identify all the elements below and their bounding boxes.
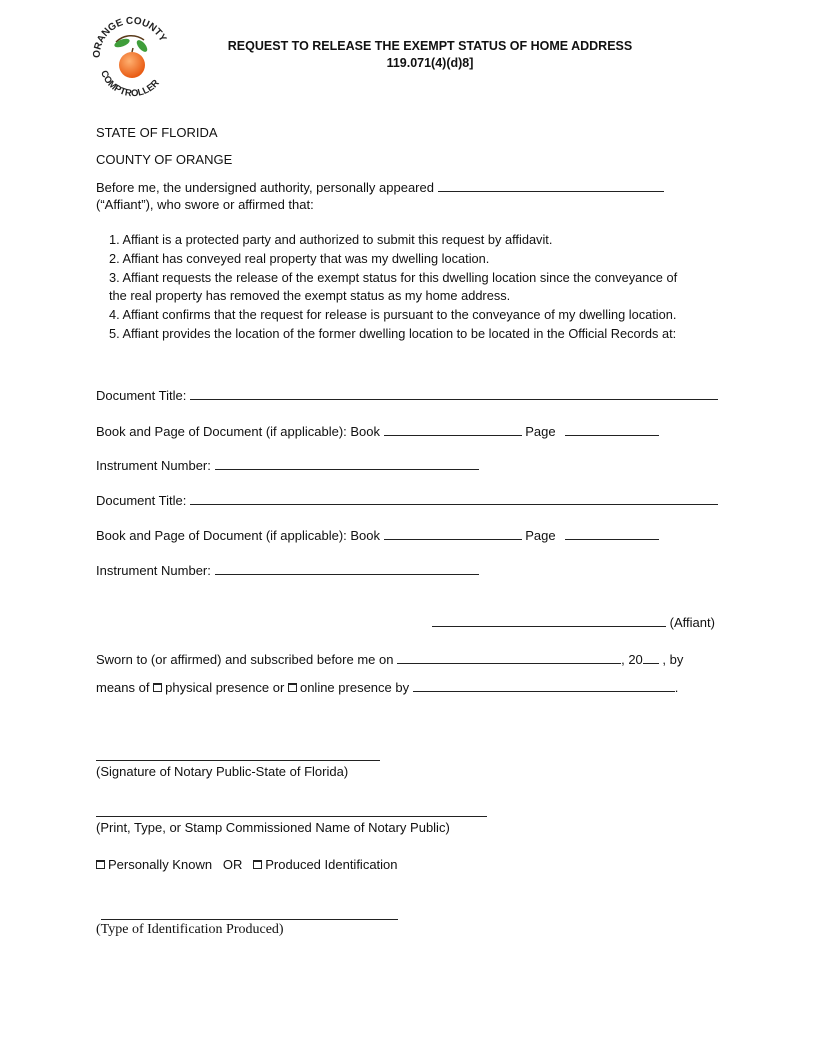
means-of-label: means of <box>96 680 150 695</box>
sworn-text: Sworn to (or affirmed) and subscribed before me on <box>96 652 394 667</box>
physical-presence-label: physical presence or <box>165 680 285 695</box>
sworn-date-field[interactable] <box>397 651 621 664</box>
page-label: Page <box>525 528 556 543</box>
produced-id-label: Produced Identification <box>265 857 398 872</box>
logo-text-bottom: COMPTROLLER <box>98 69 162 100</box>
instrument-field-1[interactable] <box>215 457 479 470</box>
personally-known-checkbox[interactable] <box>96 860 105 869</box>
online-presence-checkbox[interactable] <box>288 683 297 692</box>
list-item: 1. Affiant is a protected party and authorized to submit this request by affidavit. <box>109 232 553 247</box>
document-title-row-1 <box>96 387 718 403</box>
presence-by-field[interactable] <box>413 679 675 692</box>
instrument-field-2[interactable] <box>215 562 479 575</box>
list-item: 5. Affiant provides the location of the former dwelling location to be located in the Official Records at: <box>109 325 677 341</box>
instrument-row-2 <box>96 562 479 578</box>
form-title: REQUEST TO RELEASE THE EXEMPT STATUS OF HOME ADDRESS <box>227 39 633 53</box>
notary-name-line[interactable] <box>96 802 487 817</box>
intro-line <box>96 179 664 195</box>
id-type-label: (Type of Identification Produced) <box>96 922 284 937</box>
notary-name-label: (Print, Type, or Stamp Commissioned Name of Notary Public) <box>96 820 450 835</box>
year-field[interactable] <box>643 651 659 664</box>
year-prefix: , 20 <box>621 652 643 667</box>
instrument-row-1 <box>96 457 479 473</box>
produced-id-checkbox[interactable] <box>253 860 262 869</box>
personally-known-label: Personally Known <box>108 857 213 872</box>
instrument-label: Instrument Number: <box>96 563 211 578</box>
affiant-signature-row <box>432 614 715 630</box>
online-presence-label: online presence by <box>299 680 410 695</box>
document-title-field-1[interactable] <box>190 387 718 400</box>
period: . <box>674 680 679 695</box>
document-title-label: Document Title: <box>96 388 187 403</box>
page-field-1[interactable] <box>565 423 659 436</box>
affiant-name-field[interactable] <box>438 179 664 192</box>
document-title-row-2 <box>96 492 718 508</box>
intro-line-2: (“Affiant”), who swore or affirmed that: <box>96 197 314 212</box>
sworn-line-1 <box>96 651 683 667</box>
book-field-2[interactable] <box>384 527 522 540</box>
notary-signature-label: (Signature of Notary Public-State of Florida) <box>96 764 349 779</box>
orange-county-comptroller-logo <box>86 16 176 100</box>
logo-text-top: ORANGE COUNTY <box>91 16 169 59</box>
document-title-label: Document Title: <box>96 493 187 508</box>
book-label: Book and Page of Document (if applicable): Book <box>96 424 381 439</box>
list-item: 2. Affiant has conveyed real property that was my dwelling location. <box>109 250 490 266</box>
book-field-1[interactable] <box>384 423 522 436</box>
list-item: the real property has removed the exempt status as my home address. <box>109 288 511 304</box>
or-label: OR <box>222 857 243 872</box>
physical-presence-checkbox[interactable] <box>153 683 162 692</box>
list-item: 3. Affiant requests the release of the exempt status for this dwelling location since the conveyance of <box>109 269 678 285</box>
sworn-by: , by <box>662 652 684 667</box>
identification-row <box>96 857 398 872</box>
affiant-signature-field[interactable] <box>432 614 666 627</box>
sworn-line-2 <box>96 679 678 695</box>
county-line: COUNTY OF ORANGE <box>96 152 233 167</box>
state-line: STATE OF FLORIDA <box>96 125 218 140</box>
book-label: Book and Page of Document (if applicable): Book <box>96 528 381 543</box>
id-type-line[interactable] <box>101 905 398 920</box>
page-label: Page <box>525 424 556 439</box>
intro-text: Before me, the undersigned authority, personally appeared <box>96 180 434 195</box>
book-page-row-2 <box>96 527 659 543</box>
statement-list <box>109 231 677 344</box>
notary-signature-line[interactable] <box>96 746 380 761</box>
orange-fruit-icon <box>119 52 145 78</box>
document-title-field-2[interactable] <box>190 492 718 505</box>
affiant-label: (Affiant) <box>669 615 715 630</box>
page-field-2[interactable] <box>565 527 659 540</box>
list-item: 4. Affiant confirms that the request for release is pursuant to the conveyance of my dwelling location. <box>109 307 677 323</box>
book-page-row-1 <box>96 423 659 439</box>
instrument-label: Instrument Number: <box>96 458 211 473</box>
statute-reference: 119.071(4)(d)8] <box>386 56 474 70</box>
